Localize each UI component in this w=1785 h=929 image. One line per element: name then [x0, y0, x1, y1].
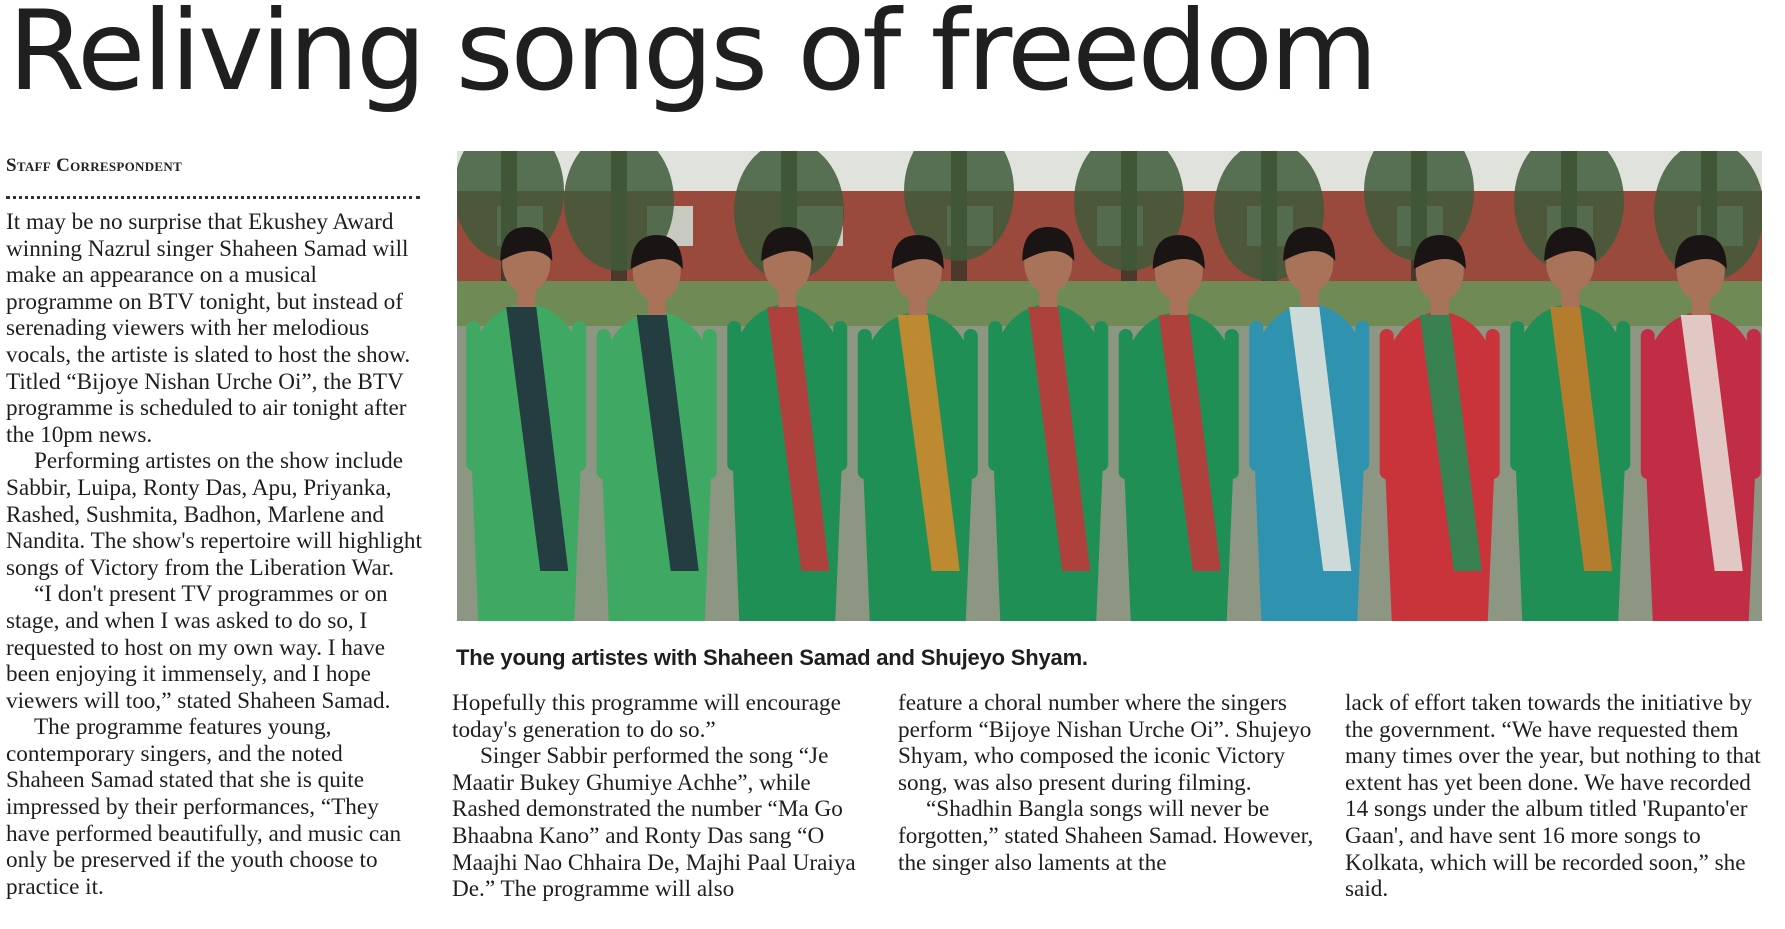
photo-person-arm — [1355, 321, 1369, 471]
paragraph: Hopefully this programme will encourage today's generation to do so.” — [452, 690, 841, 743]
photo-person-arm — [1486, 329, 1500, 479]
paragraph: It may be no surprise that Ekushey Award winning Nazrul singer Shaheen Samad will make an appearance on a musical programme on BTV tonight, but instead of serenading viewers with her melodious vocals, the artiste is slated to host the show. Titled “Bijoye Nishan Urche Oi”, the BTV programme is scheduled to air tonight after the 10pm news. — [6, 209, 411, 448]
photo-person-arm — [572, 321, 586, 471]
photo-person-arm — [1225, 329, 1239, 479]
byline: Staff Correspondent — [6, 155, 183, 176]
photo-person-arm — [703, 329, 717, 479]
photo-person-arm — [1747, 329, 1761, 479]
photo-person-arm — [1616, 321, 1630, 471]
paragraph: “Shadhin Bangla songs will never be forgotten,” stated Shaheen Samad. However, the singer also laments at the — [898, 796, 1314, 876]
group-photo — [457, 151, 1762, 621]
photo-person-arm — [1380, 329, 1394, 479]
photo-person-arm — [858, 329, 872, 479]
paragraph: The programme features young, contemporary singers, and the noted Shaheen Samad stated that she is quite impressed by their performances, “They have performed beautifully, and music can only be preserved if the youth choose to practice it. — [6, 714, 402, 900]
photo-person-arm — [988, 321, 1002, 471]
photo-caption: The young artistes with Shaheen Samad and Shujeyo Shyam. — [456, 645, 1088, 670]
photo-person-arm — [833, 321, 847, 471]
headline: Reliving songs of freedom — [8, 0, 1376, 116]
group-photo-illustration — [457, 151, 1762, 621]
photo-person-arm — [597, 329, 611, 479]
photo-person-arm — [1094, 321, 1108, 471]
photo-person-arm — [466, 321, 480, 471]
photo-person-arm — [964, 329, 978, 479]
photo-person-arm — [1249, 321, 1263, 471]
paragraph: Performing artistes on the show include Sabbir, Luipa, Ronty Das, Apu, Priyanka, Rashed, Sushmita, Badhon, Marlene and Nandita. The show's repertoire will highlight songs of Victory from the Liberation War. — [6, 448, 422, 581]
byline-divider — [6, 196, 420, 199]
paragraph: “I don't present TV programmes or on stage, and when I was asked to do so, I requested to host on my own way. I have been enjoying it immensely, and I hope viewers will too,” stated Shaheen Samad. — [6, 581, 391, 714]
article-column-1 — [6, 209, 426, 900]
photo-person-arm — [727, 321, 741, 471]
photo-person-arm — [1119, 329, 1133, 479]
article-column-4 — [1345, 690, 1765, 903]
paragraph: Singer Sabbir performed the song “Je Maatir Bukey Ghumiye Achhe”, while Rashed demonstrated the number “Ma Go Bhaabna Kano” and Ronty Das sang “O Maajhi Nao Chhaira De, Majhi Paal Uraiya De.” The programme will also — [452, 743, 856, 903]
photo-person-arm — [1510, 321, 1524, 471]
paragraph: feature a choral number where the singers perform “Bijoye Nishan Urche Oi”. Shujeyo Shyam, who composed the iconic Victory song, was also present during filming. — [898, 690, 1312, 796]
article-column-2 — [452, 690, 877, 903]
article-column-3 — [898, 690, 1323, 876]
photo-person-arm — [1641, 329, 1655, 479]
paragraph: lack of effort taken towards the initiative by the government. “We have requested them many times over the year, but nothing to that extent has yet been done. We have recorded 14 songs under the album titled 'Rupanto'er Gaan', and have sent 16 more songs to Kolkata, which will be recorded soon,” she said. — [1345, 690, 1761, 903]
